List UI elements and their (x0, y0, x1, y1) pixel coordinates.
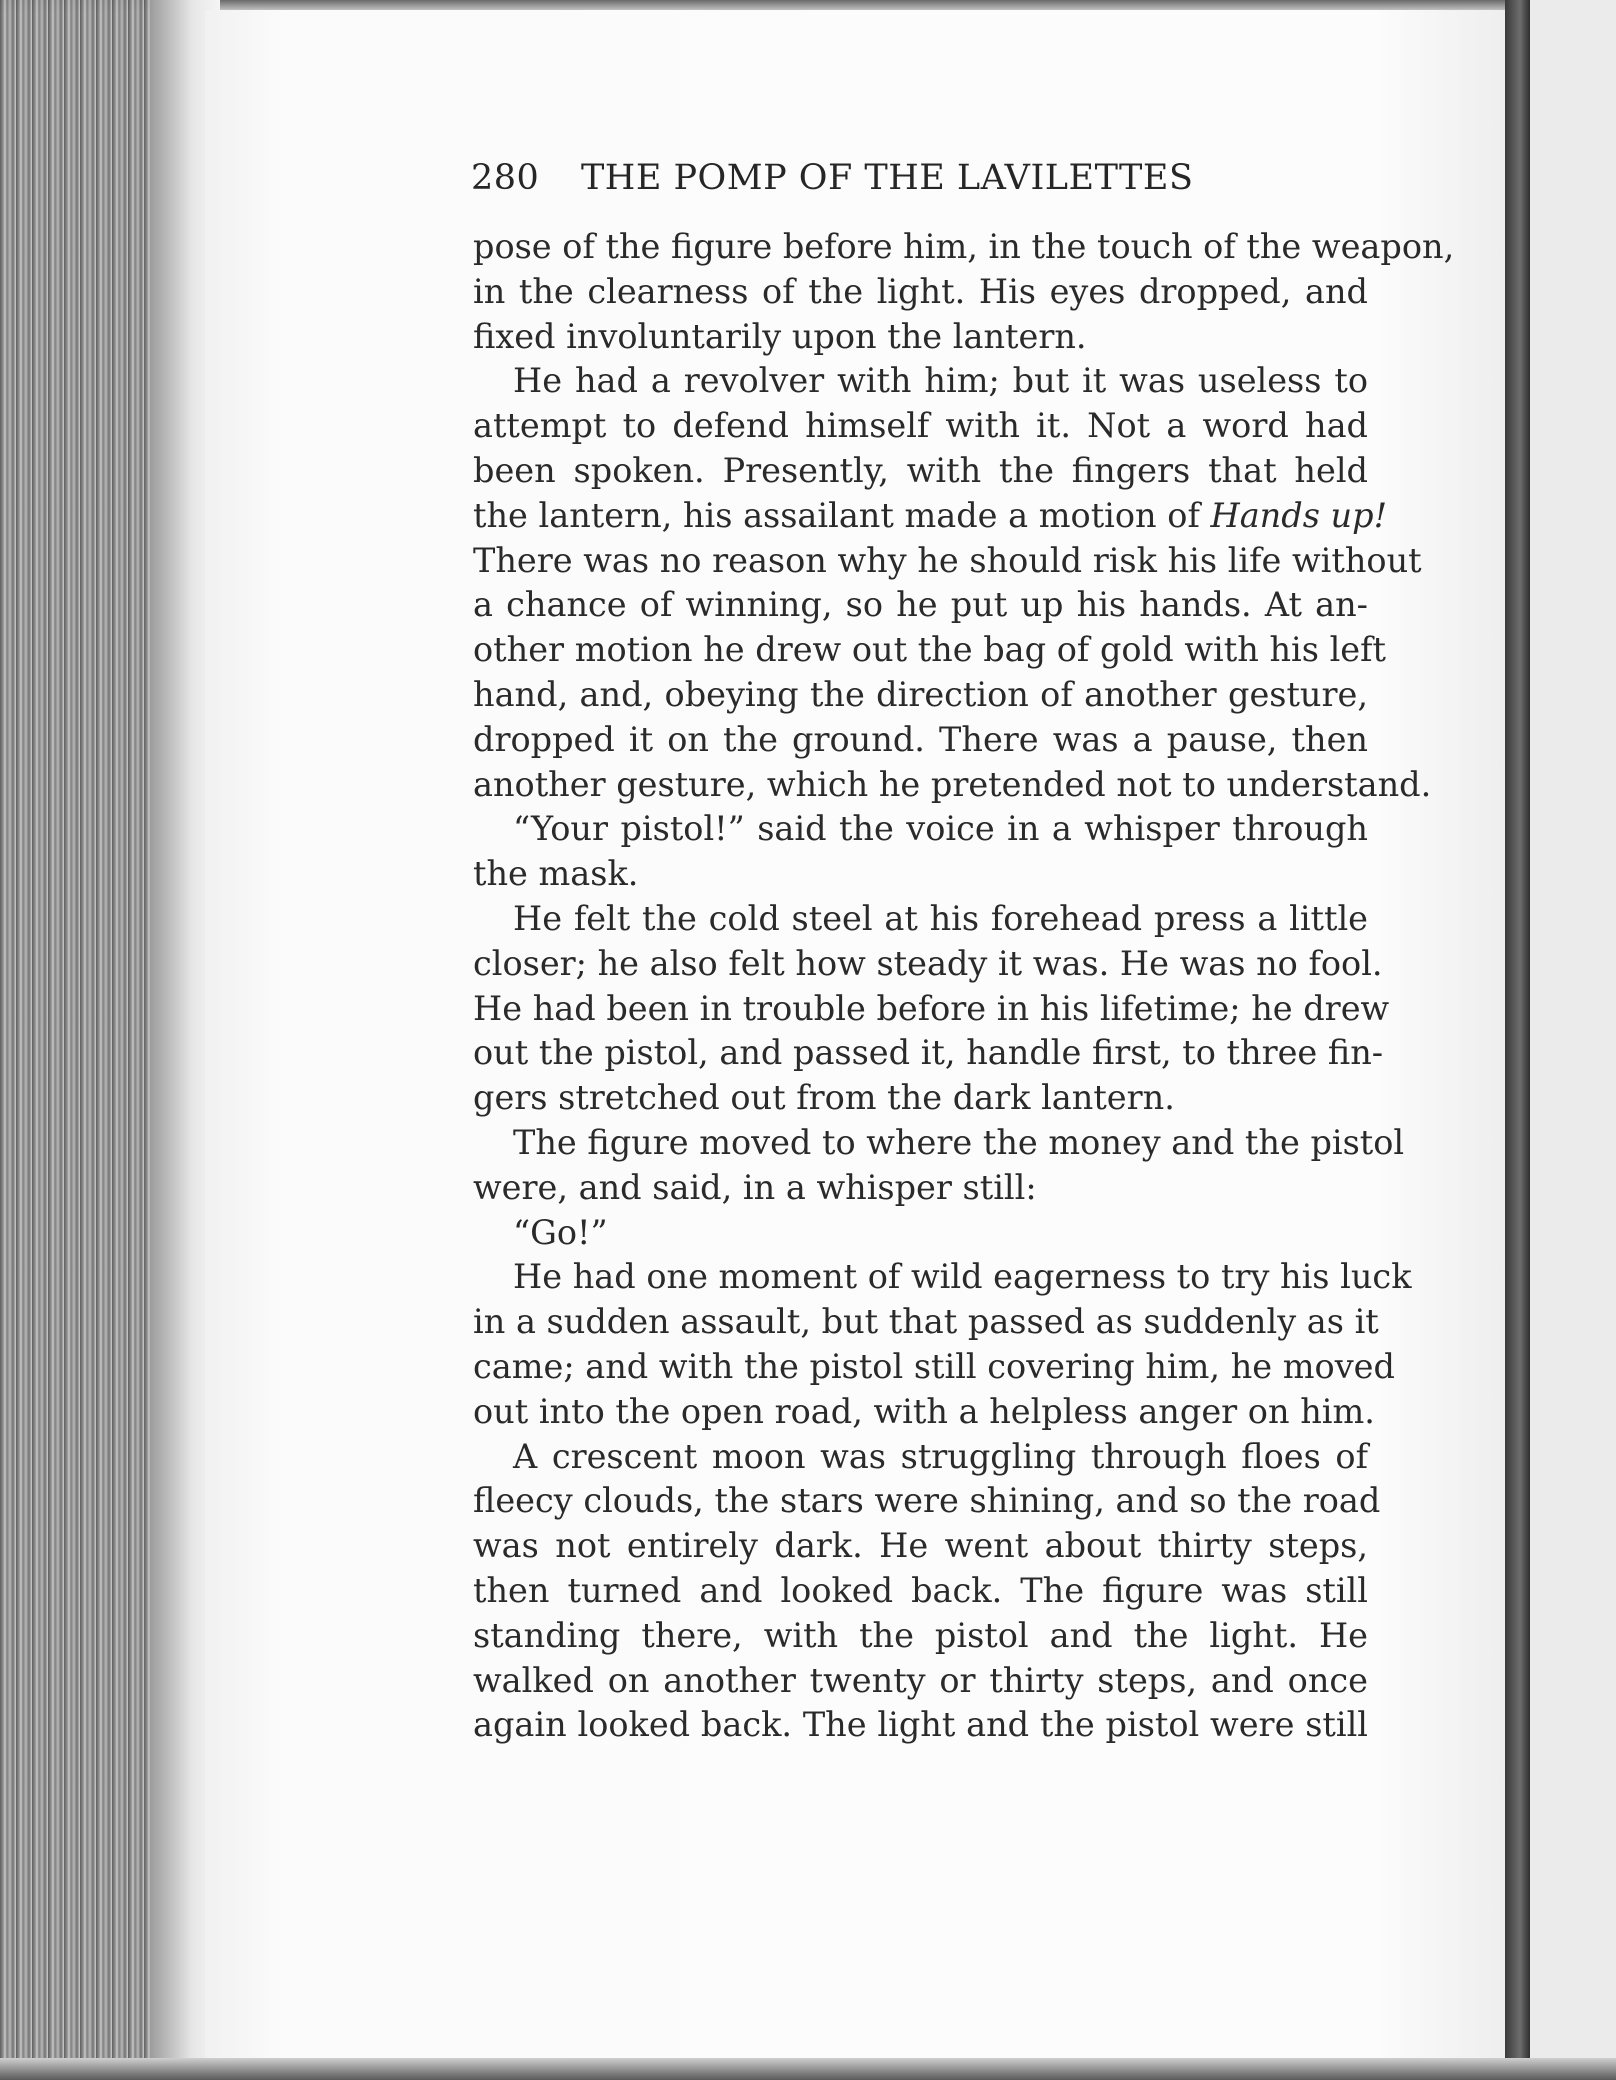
text-line: another gesture, which he pretended not to understand. (473, 764, 1432, 804)
text-line: a chance of winning, so he put up his hands. At an- (473, 585, 1368, 625)
text-line: walked on another twenty or thirty steps, and once (473, 1660, 1368, 1700)
text-line: in the clearness of the light. His eyes dropped, and (473, 271, 1368, 311)
italic-phrase: Hands up! (1210, 495, 1388, 535)
binding-edge (1505, 0, 1530, 2080)
text-line: the mask. (473, 854, 639, 894)
text-line: He felt the cold steel at his forehead press a little (513, 898, 1368, 938)
body-text (473, 225, 1455, 1748)
text-line: pose of the figure before him, in the touch of the weapon, (473, 227, 1455, 266)
scan-bottom-edge (0, 2058, 1616, 2080)
text-line: A crescent moon was struggling through floes of (513, 1436, 1368, 1476)
running-title: THE POMP OF THE LAVILETTES (580, 158, 1194, 198)
text-line: fixed involuntarily upon the lantern. (473, 316, 1087, 356)
text-line (473, 494, 1388, 539)
text-line: hand, and, obeying the direction of another gesture, (473, 674, 1368, 714)
facing-page (1530, 0, 1616, 2080)
text-line: attempt to defend himself with it. Not a word had (473, 406, 1368, 446)
text-line: was not entirely dark. He went about thirty steps, (473, 1526, 1368, 1566)
text-line: “Your pistol!” said the voice in a whisper through (513, 809, 1368, 849)
text-fragment: the lantern, his assailant made a motion of (473, 495, 1211, 535)
text-line: out the pistol, and passed it, handle first, to three fin- (473, 1033, 1384, 1073)
text-line: came; and with the pistol still covering him, he moved (473, 1346, 1395, 1386)
text-line: in a sudden assault, but that passed as suddenly as it (473, 1302, 1379, 1342)
text-line: dropped it on the ground. There was a pause, then (473, 719, 1368, 759)
text-line: were, and said, in a whisper still: (473, 1167, 1037, 1207)
text-line: then turned and looked back. The figure was still (473, 1570, 1368, 1610)
text-line: “Go!” (513, 1212, 608, 1252)
text-line: fleecy clouds, the stars were shining, and so the road (473, 1481, 1381, 1521)
text-line: other motion he drew out the bag of gold with his left (473, 630, 1386, 670)
text-line: The figure moved to where the money and the pistol (513, 1122, 1405, 1162)
running-header (471, 158, 1371, 208)
text-line: gers stretched out from the dark lantern. (473, 1078, 1175, 1118)
text-line: standing there, with the pistol and the light. He (473, 1615, 1368, 1655)
text-line: He had a revolver with him; but it was useless to (513, 361, 1368, 401)
text-line: He had one moment of wild eagerness to try his luck (513, 1257, 1412, 1297)
text-line: again looked back. The light and the pistol were still (473, 1705, 1368, 1745)
text-line: closer; he also felt how steady it was. He was no fool. (473, 943, 1383, 983)
text-line: There was no reason why he should risk his life without (473, 540, 1422, 580)
text-line: He had been in trouble before in his lifetime; he drew (473, 988, 1390, 1028)
text-line: out into the open road, with a helpless anger on him. (473, 1391, 1375, 1431)
text-line: been spoken. Presently, with the fingers that held (473, 450, 1368, 490)
page-number: 280 (471, 158, 540, 198)
